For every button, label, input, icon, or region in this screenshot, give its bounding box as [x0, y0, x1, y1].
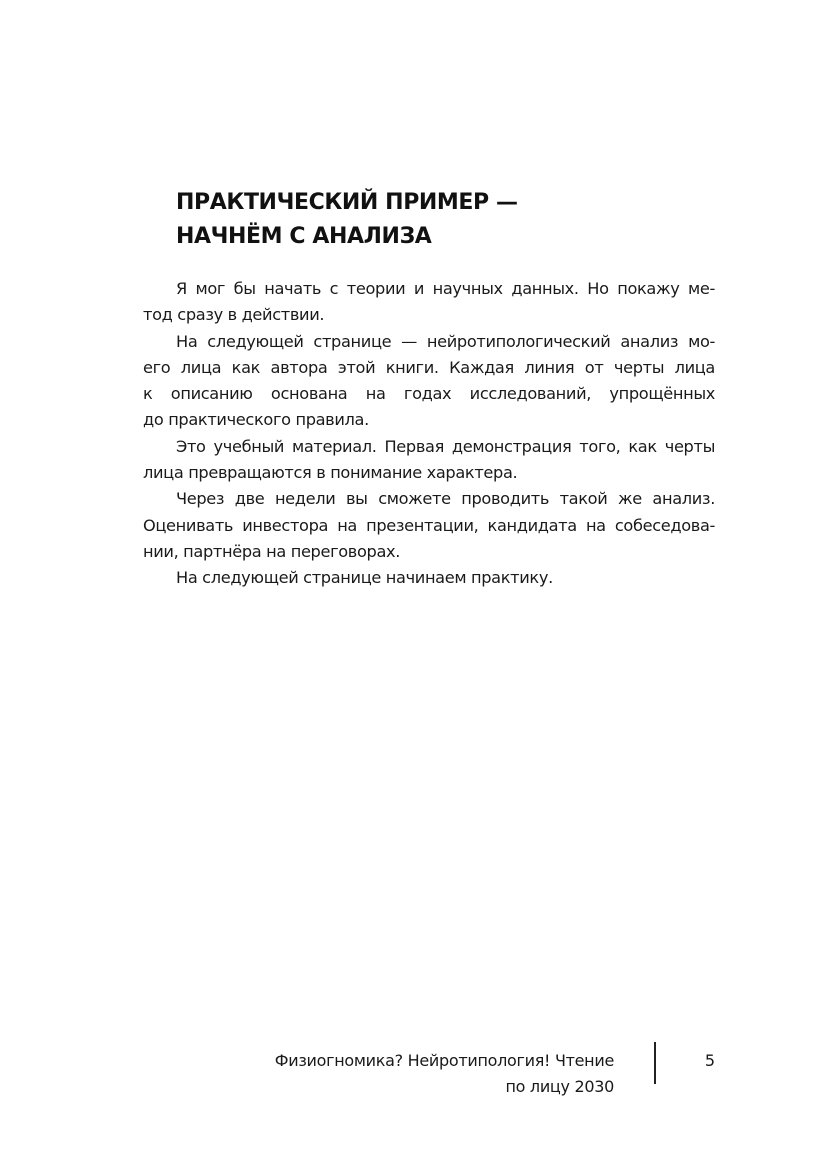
running-footer-book-title	[194, 1048, 614, 1100]
paragraph-4	[143, 486, 715, 565]
heading-line-2: НАЧНЁМ С АНАЛИЗА	[176, 224, 432, 249]
paragraph-line: к описанию основана на годах исследований, упрощённых	[143, 384, 715, 404]
page-number: 5	[704, 1051, 716, 1070]
body-text	[143, 276, 715, 592]
paragraph-line: его лица как автора этой книги. Каждая линия от черты лица	[143, 357, 715, 377]
paragraph-line: тод сразу в действии.	[143, 305, 325, 325]
heading-line-1: ПРАКТИЧЕСКИЙ ПРИМЕР —	[176, 190, 518, 215]
paragraph-line: Я мог бы начать с теории и научных данных. Но покажу ме-	[176, 279, 715, 298]
footer-divider	[654, 1042, 656, 1084]
paragraph-line: до практического правила.	[143, 410, 369, 430]
paragraph-line: Это учебный материал. Первая демонстрация того, как черты	[176, 436, 715, 456]
paragraph-line: На следующей странице — нейротипологический анализ мо-	[176, 331, 715, 351]
paragraph-3	[143, 434, 715, 487]
paragraph-line: нии, партнёра на переговорах.	[143, 541, 401, 561]
paragraph-1	[143, 276, 715, 329]
book-title-line-2: по лицу 2030	[505, 1077, 614, 1096]
book-title-line-1: Физиогномика? Нейротипология! Чтение	[274, 1051, 614, 1070]
paragraph-line: На следующей странице начинаем практику.	[176, 568, 553, 588]
paragraph-5	[143, 565, 715, 591]
paragraph-2	[143, 329, 715, 434]
paragraph-line: лица превращаются в понимание характера.	[143, 463, 518, 483]
paragraph-line: Через две недели вы сможете проводить такой же анализ.	[176, 489, 715, 509]
page-heading	[176, 186, 736, 254]
paragraph-line: Оценивать инвестора на презентации, кандидата на собеседова-	[143, 515, 715, 535]
